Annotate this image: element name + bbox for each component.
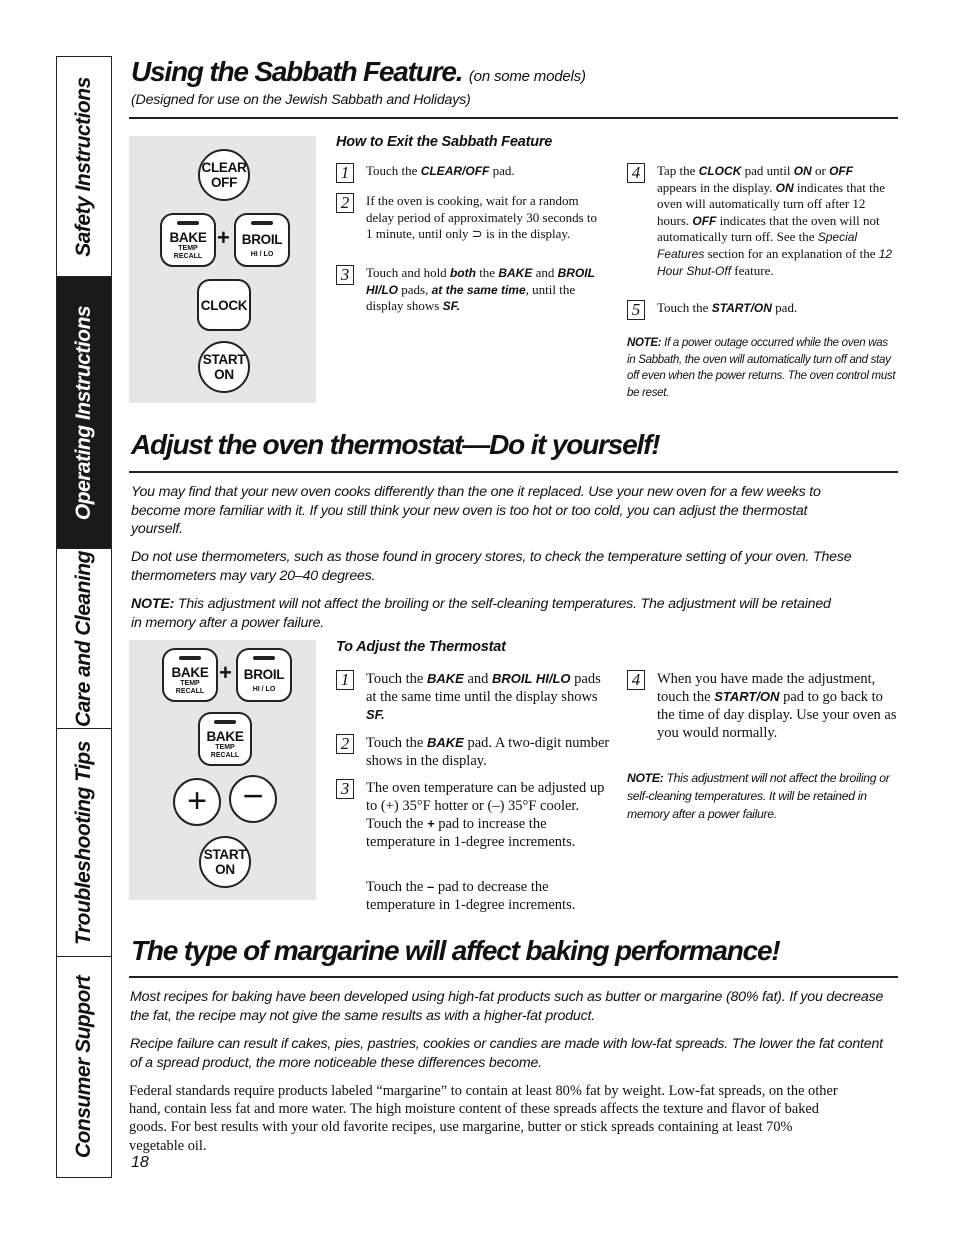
margarine-title: The type of margarine will affect baking performance! bbox=[131, 935, 780, 966]
pad-sublabel: HI / LO bbox=[252, 685, 276, 693]
thermostat-intro-2: Do not use thermometers, such as those found in grocery stores, to check the temperature setting of your oven. These thermometers may vary 20–40 degrees. bbox=[131, 549, 852, 584]
page-number: 18 bbox=[131, 1154, 149, 1171]
tab-label: Care and Cleaning bbox=[72, 550, 95, 727]
tab-label: Troubleshooting Tips bbox=[72, 740, 95, 945]
pad-label: BROIL bbox=[243, 666, 285, 682]
thermostat-title: Adjust the oven thermostat—Do it yourself! bbox=[131, 429, 660, 460]
tab-operating-instructions[interactable] bbox=[57, 277, 111, 549]
thermostat-step-note: NOTE: This adjustment will not affect the broiling or self-cleaning temperatures. It will be retained in memory after a power failure. bbox=[627, 771, 890, 821]
bake-pad[interactable] bbox=[162, 648, 218, 702]
exit-sabbath-heading: How to Exit the Sabbath Feature bbox=[336, 134, 553, 150]
clear-off-pad[interactable] bbox=[198, 149, 250, 201]
pad-sublabel: TEMP bbox=[180, 679, 200, 687]
bake-pad-single[interactable] bbox=[198, 712, 252, 766]
step-number: 5 bbox=[627, 300, 645, 320]
plus-icon: + bbox=[219, 660, 232, 685]
pad-sublabel: RECALL bbox=[210, 751, 240, 759]
sabbath-note: NOTE: If a power outage occurred while the oven was in Sabbath, the oven will automatically turn off and stay off even when the power returns. The oven control must be reset. bbox=[627, 337, 896, 399]
pad-label: CLOCK bbox=[200, 297, 248, 313]
tab-label: Operating Instructions bbox=[72, 305, 95, 520]
tab-troubleshooting-tips[interactable] bbox=[57, 729, 111, 957]
sidebar-tabs bbox=[56, 56, 112, 1178]
plus-icon: + bbox=[187, 782, 207, 820]
pad-label: BROIL bbox=[241, 231, 283, 247]
step-text: Touch and hold both the BAKE and BROIL HI/LO pads, at the same time, until the display shows SF. bbox=[366, 265, 595, 314]
divider bbox=[129, 117, 898, 119]
margarine-intro-1: Most recipes for baking have been developed using high-fat products such as butter or margarine (80% fat). If you decrease the fat, the recipe may not give the same results as with a higher-fat product. bbox=[130, 989, 884, 1024]
start-on-pad[interactable] bbox=[198, 341, 250, 393]
margarine-intro-2: Recipe failure can result if cakes, pies, pastries, cookies or candies are made with low-fat spreads. The lower the fat content of a spread product, the more noticeable these differences become. bbox=[130, 1036, 883, 1071]
step-text: Touch the CLEAR/OFF pad. bbox=[366, 163, 515, 178]
pad-notch bbox=[179, 656, 201, 660]
broil-pad[interactable] bbox=[234, 213, 290, 267]
step-number: 4 bbox=[627, 163, 645, 183]
pad-label: ON bbox=[214, 367, 234, 382]
pad-sublabel: TEMP bbox=[215, 743, 235, 751]
tab-safety-instructions[interactable] bbox=[57, 57, 111, 277]
step-number: 2 bbox=[336, 193, 354, 213]
broil-pad[interactable] bbox=[236, 648, 292, 702]
divider bbox=[129, 976, 898, 978]
tab-label: Safety Instructions bbox=[72, 76, 95, 257]
sabbath-subtitle: (Designed for use on the Jewish Sabbath and Holidays) bbox=[131, 92, 471, 108]
step-text: When you have made the adjustment, touch the START/ON pad to go back to the time of day display. Use your oven as you would normally. bbox=[657, 671, 897, 741]
pad-sublabel: HI / LO bbox=[250, 250, 274, 258]
step-text: Tap the CLOCK pad until ON or OFF appears in the display. ON indicates that the oven will automatically turn off after 12 hours. OFF indicates that the oven will not automatically turn off. See the Special Features section for an explanation of the 12 Hour Shut-Off feature. bbox=[657, 163, 893, 278]
step-number: 1 bbox=[336, 163, 354, 183]
step-number: 3 bbox=[336, 779, 354, 799]
pad-notch bbox=[214, 720, 236, 724]
pad-label: START bbox=[203, 847, 247, 862]
step-number: 2 bbox=[336, 734, 354, 754]
adjust-thermostat-heading: To Adjust the Thermostat bbox=[336, 639, 506, 655]
tab-consumer-support[interactable] bbox=[57, 957, 111, 1177]
pad-label: BAKE bbox=[206, 728, 244, 744]
step-text: If the oven is cooking, wait for a random delay period of approximately 30 seconds to 1 minute, until only ⊃ is in the display. bbox=[366, 193, 598, 242]
step-text: The oven temperature can be adjusted up to (+) 35°F hotter or (–) 35°F cooler. Touch the + pad to increase the temperature in 1-degree increments. bbox=[366, 780, 605, 850]
pad-sublabel: RECALL bbox=[175, 687, 205, 695]
step-text: Touch the BAKE and BROIL HI/LO pads at the same time until the display shows SF. bbox=[366, 671, 601, 722]
step-number: 4 bbox=[627, 670, 645, 690]
pad-label: ON bbox=[215, 862, 235, 877]
plus-icon: + bbox=[217, 225, 230, 250]
thermostat-note: NOTE: This adjustment will not affect the broiling or the self-cleaning temperatures. The adjustment will be retained in memory after a power failure. bbox=[131, 596, 831, 631]
pad-notch bbox=[253, 656, 275, 660]
pad-sublabel: RECALL bbox=[173, 252, 203, 260]
pad-notch bbox=[251, 221, 273, 225]
start-on-pad[interactable] bbox=[199, 836, 251, 888]
pad-sublabel: TEMP bbox=[178, 244, 198, 252]
minus-icon: − bbox=[242, 775, 264, 816]
minus-pad[interactable] bbox=[229, 775, 277, 823]
pad-label: BAKE bbox=[169, 229, 207, 245]
tab-care-and-cleaning[interactable] bbox=[57, 549, 111, 729]
sabbath-title-text: Using the Sabbath Feature. bbox=[131, 56, 463, 87]
tab-label: Consumer Support bbox=[72, 975, 95, 1159]
clock-pad[interactable] bbox=[197, 279, 251, 331]
thermostat-pad-panel bbox=[129, 640, 316, 900]
divider bbox=[129, 471, 898, 473]
bake-pad[interactable] bbox=[160, 213, 216, 267]
step-text: Touch the – pad to decrease the temperature in 1-degree increments. bbox=[366, 879, 576, 913]
sabbath-title bbox=[131, 56, 586, 88]
pad-label: START bbox=[202, 352, 246, 367]
step-text: Touch the START/ON pad. bbox=[657, 300, 798, 315]
sabbath-title-suffix: (on some models) bbox=[468, 68, 586, 85]
step-number: 1 bbox=[336, 670, 354, 690]
pad-label: OFF bbox=[210, 175, 238, 190]
plus-pad[interactable] bbox=[173, 778, 221, 826]
thermostat-intro-1: You may find that your new oven cooks differently than the one it replaced. Use your new oven for a few weeks to become more familiar with it. If you still think your new oven is too hot or too cold, you can adjust the thermostat yourself. bbox=[131, 484, 821, 537]
sabbath-pad-panel bbox=[129, 136, 316, 403]
margarine-body: Federal standards require products labeled “margarine” to contain at least 80% fat by weight. Low-fat spreads, on the other hand, contain less fat and more water. The high moisture content of these spreads affects the texture and flavor of baked goods. For best results with your old favorite recipes, use margarine, butter or stick spreads containing at least 70% vegetable oil. bbox=[129, 1083, 838, 1154]
pad-label: BAKE bbox=[171, 664, 209, 680]
pad-notch bbox=[177, 221, 199, 225]
step-text: Touch the BAKE pad. A two-digit number shows in the display. bbox=[366, 735, 610, 769]
step-number: 3 bbox=[336, 265, 354, 285]
pad-label: CLEAR bbox=[201, 160, 247, 175]
